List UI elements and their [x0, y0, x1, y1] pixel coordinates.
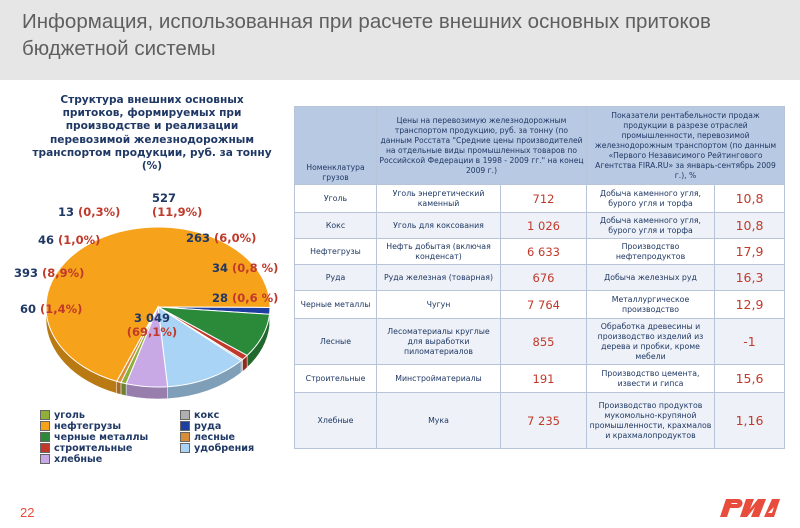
page-title: Информация, использованная при расчете внешних основных притоков бюджетной системы — [22, 10, 711, 60]
table-row — [295, 291, 785, 319]
cell-price: 855 — [501, 319, 587, 365]
legend-label: строительные — [54, 443, 133, 454]
slice-label-руда: 60 (1,4%) — [20, 302, 83, 316]
table-row — [295, 239, 785, 265]
cell-price: 712 — [501, 185, 587, 213]
legend-label: кокс — [194, 410, 220, 421]
legend-item-уголь — [40, 410, 85, 421]
cell-profit: 12,9 — [715, 291, 785, 319]
cell-product: Руда железная (товарная) — [377, 265, 501, 291]
legend-item-черные металлы — [40, 432, 148, 443]
legend-label: руда — [194, 421, 222, 432]
cell-product: Чугун — [377, 291, 501, 319]
legend-item-хлебные — [40, 454, 102, 465]
table-row — [295, 319, 785, 365]
legend-label: черные металлы — [54, 432, 149, 443]
table-row — [295, 393, 785, 449]
legend-item-лесные — [180, 432, 235, 443]
cell-cargo: Лесные — [295, 319, 377, 365]
slice-label-кокс: 13 (0,3%) — [58, 205, 121, 219]
pie-slice-side-уголь — [121, 382, 126, 395]
cell-price: 1 026 — [501, 213, 587, 239]
cell-cargo: Строительные — [295, 365, 377, 393]
slice-label-хлебные: 263 (6,0%) — [186, 231, 257, 245]
cell-product: Уголь энергетический каменный — [377, 185, 501, 213]
legend-item-руда — [180, 421, 221, 432]
data-table — [294, 106, 785, 449]
legend-swatch — [40, 421, 50, 431]
cell-industry: Производство нефтепродуктов — [587, 239, 715, 265]
cell-profit: 17,9 — [715, 239, 785, 265]
cell-industry: Добыча каменного угля, бурого угля и торфа — [587, 213, 715, 239]
table-row — [295, 365, 785, 393]
table-row — [295, 265, 785, 291]
cell-product: Лесоматериалы круглые для выработки пиломатериалов — [377, 319, 501, 365]
cell-product: Нефть добытая (включая конденсат) — [377, 239, 501, 265]
legend-item-удобрения — [180, 443, 254, 454]
slice-label-черные металлы: 393 (8,9%) — [14, 266, 85, 280]
cell-price: 191 — [501, 365, 587, 393]
legend-swatch — [40, 443, 50, 453]
cell-product: Минстройматериалы — [377, 365, 501, 393]
cell-cargo: Уголь — [295, 185, 377, 213]
pie-slice-side-лесные — [117, 381, 121, 394]
legend-label: уголь — [54, 410, 85, 421]
legend-swatch — [180, 443, 190, 453]
legend-label: лесные — [194, 432, 236, 443]
cell-price: 676 — [501, 265, 587, 291]
chart-subtitle: Структура внешних основных притоков, формируемых при производстве и реализации перевозимой железнодорожным транспортом продукции, руб. за тонну (%) — [32, 94, 272, 173]
cell-profit: 1,16 — [715, 393, 785, 449]
legend-swatch — [180, 421, 190, 431]
cell-profit: 15,6 — [715, 365, 785, 393]
slice-label-нефтегрузы: 3 049 (69,1%) — [126, 311, 178, 339]
header-profitability: Показатели рентабельности продаж продукции в разрезе отраслей промышленности, перевозимой железнодорожным транспортом (по данным «Первого Независимого Рейтингового Агентства FIRA.RU» за январь-сентябрь 2009 г.), % — [587, 107, 785, 185]
table-row — [295, 213, 785, 239]
legend-swatch — [40, 432, 50, 442]
cell-industry: Производство продуктов мукомольно-крупяной промышленности, крахмалов и крахмалопродуктов — [587, 393, 715, 449]
table-header-row — [295, 107, 785, 185]
cell-industry: Добыча железных руд — [587, 265, 715, 291]
cell-cargo: Нефтегрузы — [295, 239, 377, 265]
cell-product: Мука — [377, 393, 501, 449]
legend-label: нефтегрузы — [54, 421, 122, 432]
cell-price: 7 764 — [501, 291, 587, 319]
cell-price: 6 633 — [501, 239, 587, 265]
legend-swatch — [180, 432, 190, 442]
legend-item-строительные — [40, 443, 132, 454]
page-number: 22 — [20, 505, 35, 520]
cell-industry: Производство цемента, извести и гипса — [587, 365, 715, 393]
legend-swatch — [180, 410, 190, 420]
cell-profit: 16,3 — [715, 265, 785, 291]
cell-industry: Добыча каменного угля, бурого угля и торфа — [587, 185, 715, 213]
cell-cargo: Кокс — [295, 213, 377, 239]
cell-profit: 10,8 — [715, 185, 785, 213]
rzd-logo-icon — [716, 495, 782, 521]
cell-cargo: Черные металлы — [295, 291, 377, 319]
cell-cargo: Хлебные — [295, 393, 377, 449]
legend-label: удобрения — [194, 443, 255, 454]
legend-item-кокс — [180, 410, 219, 421]
slice-label-уголь: 34 (0,8 %) — [212, 261, 279, 275]
cell-industry: Обработка древесины и производство изделий из дерева и пробки, кроме мебели — [587, 319, 715, 365]
legend-label: хлебные — [54, 454, 103, 465]
legend-swatch — [40, 454, 50, 464]
cell-profit: -1 — [715, 319, 785, 365]
slice-label-удобрения: 527 (11,9%) — [152, 191, 203, 219]
header-prices: Цены на перевозимую железнодорожным транспортом продукцию, руб. за тонну (по данным Росстата "Средние цены производителей на отдельные виды промышленных товаров по Российской Федерации в 1998 - 2009 гг." на конец 2009 г.) — [377, 107, 587, 185]
cell-profit: 10,8 — [715, 213, 785, 239]
slice-label-лесные: 28 (0,6 %) — [212, 291, 279, 305]
header-cargo: Номенклатура грузов — [295, 107, 377, 185]
table-row — [295, 185, 785, 213]
cell-cargo: Руда — [295, 265, 377, 291]
cell-product: Уголь для коксования — [377, 213, 501, 239]
cell-industry: Металлургическое производство — [587, 291, 715, 319]
legend-item-нефтегрузы — [40, 421, 121, 432]
slice-label-строительные: 46 (1,0%) — [38, 233, 101, 247]
cell-price: 7 235 — [501, 393, 587, 449]
legend-swatch — [40, 410, 50, 420]
